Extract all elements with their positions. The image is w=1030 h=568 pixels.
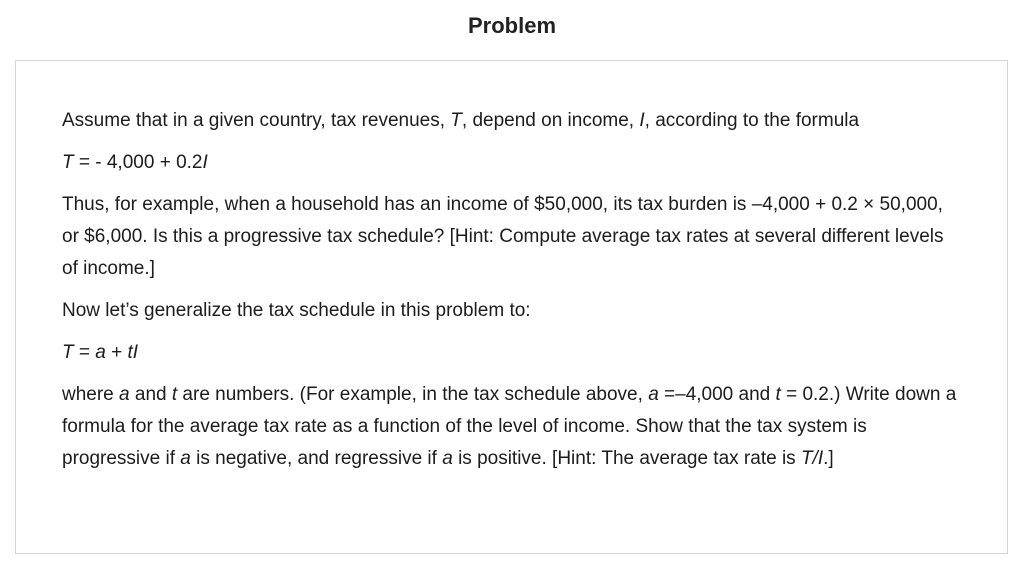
- question-var-a-4: a: [442, 448, 453, 469]
- variable-t: T: [450, 110, 462, 131]
- paragraph-intro: [62, 105, 962, 137]
- question-text-6: is negative, and regressive if: [190, 448, 443, 469]
- formula-specific: [62, 147, 962, 179]
- problem-box: [15, 60, 1008, 554]
- formula-general: [62, 337, 962, 369]
- intro-text-2: , depend on income,: [461, 110, 640, 131]
- formula-var: I: [202, 152, 208, 173]
- question-text-1: where: [62, 384, 120, 405]
- formula-general-a: a: [95, 342, 106, 363]
- formula-general-lhs: T: [62, 342, 74, 363]
- question-text-8: .]: [823, 448, 834, 469]
- question-var-a-3: a: [180, 448, 191, 469]
- question-text-2: and: [129, 384, 172, 405]
- intro-text-3: , according to the formula: [644, 110, 860, 131]
- question-var-t-2: t: [775, 384, 781, 405]
- formula-general-plus: +: [105, 342, 128, 363]
- paragraph-generalize: Now let’s generalize the tax schedule in this problem to:: [62, 300, 531, 321]
- variable-i: I: [639, 110, 645, 131]
- question-var-a-1: a: [119, 384, 130, 405]
- paragraph-question: [62, 379, 962, 475]
- problem-body: [62, 105, 962, 485]
- question-text-3: are numbers. (For example, in the tax schedule above,: [177, 384, 649, 405]
- formula-general-eq: =: [73, 342, 96, 363]
- intro-text-1: Assume that in a given country, tax revenues,: [62, 110, 451, 131]
- formula-rhs: = - 4,000 + 0.2: [73, 152, 203, 173]
- question-text-5: = 0.2.) Write down a formula for the average tax rate as a function of the level of income. Show that the tax system is progressive if: [62, 384, 957, 469]
- question-text-4: =–4,000 and: [658, 384, 776, 405]
- page-title: Problem: [467, 13, 557, 38]
- question-var-a-2: a: [648, 384, 659, 405]
- question-text-7: is positive. [Hint: The average tax rate is: [452, 448, 801, 469]
- question-var-t-1: t: [171, 384, 178, 405]
- formula-lhs: T: [62, 152, 74, 173]
- formula-general-ti: tI: [127, 342, 139, 363]
- paragraph-example: Thus, for example, when a household has an income of $50,000, its tax burden is –4,000 + 0.2 × 50,000, or $6,000. Is this a progressive tax schedule? [Hint: Compute average tax rates at several different levels of income.]: [62, 194, 944, 279]
- question-var-ti: T/I: [800, 448, 824, 469]
